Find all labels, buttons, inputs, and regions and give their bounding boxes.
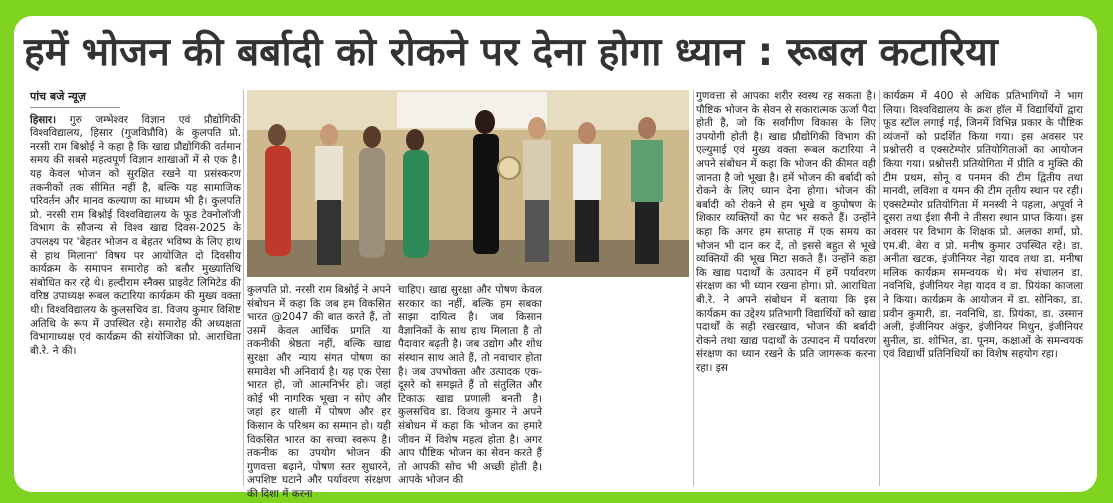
column-divider bbox=[879, 90, 880, 486]
column-divider bbox=[243, 90, 244, 486]
column-2-text: कुलपति प्रो. नरसी राम बिश्नोई ने अपने संबोधन में कहा कि जब हम विकसित भारत @2047 की बात करते हैं, तो उसमें केवल आर्थिक प्रगति या तकनीकी श्रेष्ठता नहीं, बल्कि खाद्य सुरक्षा और न्याय संगत पोषण का समावेश भी अनिवार्य है। यह एक ऐसा भारत हो, जो आत्मनिर्भर हो। जहां कोई भी नागरिक भूखा न सोए और जहां हर थाली में पोषण और हर किसान के परिश्रम का सम्मान हो। यही विकसित भारत का सच्चा स्वरूप है। तकनीक का उपयोग भोजन की गुणवत्ता बढ़ाने, पोषण स्तर सुधारने, अपशिष्ट घटाने और पर्यावरण संरक्षण की दिशा में करना bbox=[247, 284, 391, 500]
lead-paragraph bbox=[30, 114, 241, 359]
column-4 bbox=[696, 90, 876, 490]
dateline: हिसार। bbox=[30, 113, 57, 126]
column-2 bbox=[247, 284, 391, 500]
column-5-text: कार्यक्रम में 400 से अधिक प्रतिभागियों ने भाग लिया। विश्वविद्यालय के क्रश हॉल में विद्यार्थियों द्वारा फूड स्टॉल लगाई गई, जिनमें विभिन्न प्रकार के पौष्टिक व्यंजनों को प्रदर्शित किया गया। इस अवसर पर प्रश्नोत्तरी व एक्सटेम्पोर प्रतियोगिताओं का आयोजन किया गया। प्रश्नोत्तरी प्रतियोगिता में प्रीति व मुक्ति की टीम प्रथम, सोनू व पनमन की टीम द्वितीय तथा मानवी, लविशा व यमन की टीम तृतीय स्थान पर रही। एक्सटेम्पोर प्रतियोगिता में मनस्वी ने पहला, अपूर्वा ने दूसरा तथा ईशा सैनी ने तीसरा स्थान प्राप्त किया। इस अवसर पर विभाग के शिक्षक प्रो. अलका शर्मा, प्रो. एम.बी. बेरा व प्रो. मनीष कुमार उपस्थित रहे। डा. अनीता खटक, इंजीनियर नेहा यादव तथा डा. मनीषा मलिक कार्यक्रम समन्वयक थे। मंच संचालन डा. नवनिधि, इंजीनियर नेहा यादव व डा. प्रियंका काजला ने किया। कार्यक्रम के आयोजन में डा. सोनिका, डा. प्रवीन कुमारी, डा. नवनिधि, डा. प्रियंका, डा. उस्मान अली, इंजीनियर अंकुर, इंजीनियर मिथुन, इंजीनियर सुनील, डा. शोभित, डा. पूनम, कक्षाओं के समन्वयक एवं विद्यार्थी प्रतिनिधियों का विशेष सहयोग रहा। bbox=[883, 90, 1083, 361]
event-photo-illustration bbox=[247, 90, 689, 277]
column-1-text: गुरु जम्भेश्वर विज्ञान एवं प्रौद्योगिकी विश्वविद्यालय, हिसार (गुजविप्रौवि) के कुलपति प्रो. नरसी राम बिश्नोई ने कहा है कि खाद्य प्रौद्योगिकी वर्तमान समय की सबसे महत्वपूर्ण विज्ञान शाखाओं में से एक है। यह केवल भोजन को सुरक्षित रखने या प्रसंस्करण तकनीकों तक सीमित नहीं है, बल्कि यह सामाजिक परिवर्तन और मानव कल्याण का माध्यम भी है। कुलपति प्रो. नरसी राम बिश्नोई विश्वविद्यालय के फूड टेक्नोलॉजी विभाग के सौजन्य से विश्व खाद्य दिवस-2025 के उपलक्ष्य पर 'बेहतर भोजन व बेहतर भविष्य के लिए हाथ से हाथ मिलाना' विषय पर आयोजित दो दिवसीय कार्यक्रम के समापन समारोह को बतौर मुख्यातिथि संबोधित कर रहे थे। हल्दीराम स्नैक्स प्राइवेट लिमिटेड की वरिष्ठ उपाध्यक्ष रूबल कटारिया कार्यक्रम की मुख्य वक्ता थी। विश्वविद्यालय के कुलसचिव डा. विजय कुमार विशिष्ट अतिथि के रूप में उपस्थित रहे। समारोह की अध्यक्षता विभागाध्यक्ष एवं कार्यक्रम की संयोजिका प्रो. आराधिता बी.रे. ने की। bbox=[30, 113, 241, 357]
byline: पांच बजे न्यूज़ bbox=[30, 90, 120, 108]
headline: हमें भोजन की बर्बादी को रोकने पर देना होगा ध्यान : रूबल कटारिया bbox=[24, 30, 998, 75]
column-3-text: चाहिए। खाद्य सुरक्षा और पोषण केवल सरकार का नहीं, बल्कि हम सबका साझा दायित्व है। जब किसान वैज्ञानिकों के साथ हाथ मिलाता है तो पैदावार बढ़ती है। जब उद्योग और शोध संस्थान साथ आते हैं, तो नवाचार होता है। जब उपभोक्ता और उत्पादक एक-दूसरे को समझते हैं तो संतुलित और टिकाऊ खाद्य प्रणाली बनती है। कुलसचिव डा. विजय कुमार ने अपने संबोधन में कहा कि भोजन का हमारे जीवन में विशेष महत्व होता है। अगर आप पौष्टिक भोजन का सेवन करते हैं तो आपकी सोच भी अच्छी होती है। आपके भोजन की bbox=[398, 284, 542, 487]
column-3 bbox=[398, 284, 542, 490]
column-divider bbox=[693, 90, 694, 486]
column-5 bbox=[883, 90, 1083, 490]
event-photo bbox=[247, 90, 689, 277]
column-4-text: गुणवत्ता से आपका शरीर स्वस्थ रह सकता है। पौष्टिक भोजन के सेवन से सकारात्मक ऊर्जा पैदा होती है, जो कि सर्वांगीण विकास के लिए उपयोगी होती है। खाद्य प्रौद्योगिकी विभाग की एल्युमाई एवं मुख्य वक्ता रूबल कटारिया ने अपने संबोधन में कहा कि भोजन की कीमत वही जानता है जो भूखा है। हमें भोजन की बर्बादी को रोकने के लिए ध्यान देना होगा। भोजन की बर्बादी को रोकने से हम भूखे व कुपोषण के शिकार व्यक्तियों का पेट भर सकते हैं। उन्होंने कहा कि अगर हम सप्ताह में एक समय का भोजन भी दान कर दें, तो इससे बहुत से भूखे व्यक्तियों की भूख मिटा सकते हैं। उन्होंने कहा कि खाद्य पदार्थों के उत्पादन में हमें पर्यावरण संरक्षण का भी ध्यान रखना होगा। प्रो. आराधिता बी.रे. ने अपने संबोधन में बताया कि इस कार्यक्रम का उद्देश्य प्रतिभागी विद्यार्थियों को खाद्य पदार्थों के सही रखरखाव, भोजन की बर्बादी रोकने तथा खाद्य पदार्थों के उत्पादन में पर्यावरण संरक्षण का ध्यान रखने के प्रति जागरूक करना रहा। इस bbox=[696, 90, 876, 374]
newspaper-clipping bbox=[14, 16, 1097, 500]
column-1 bbox=[30, 90, 241, 490]
